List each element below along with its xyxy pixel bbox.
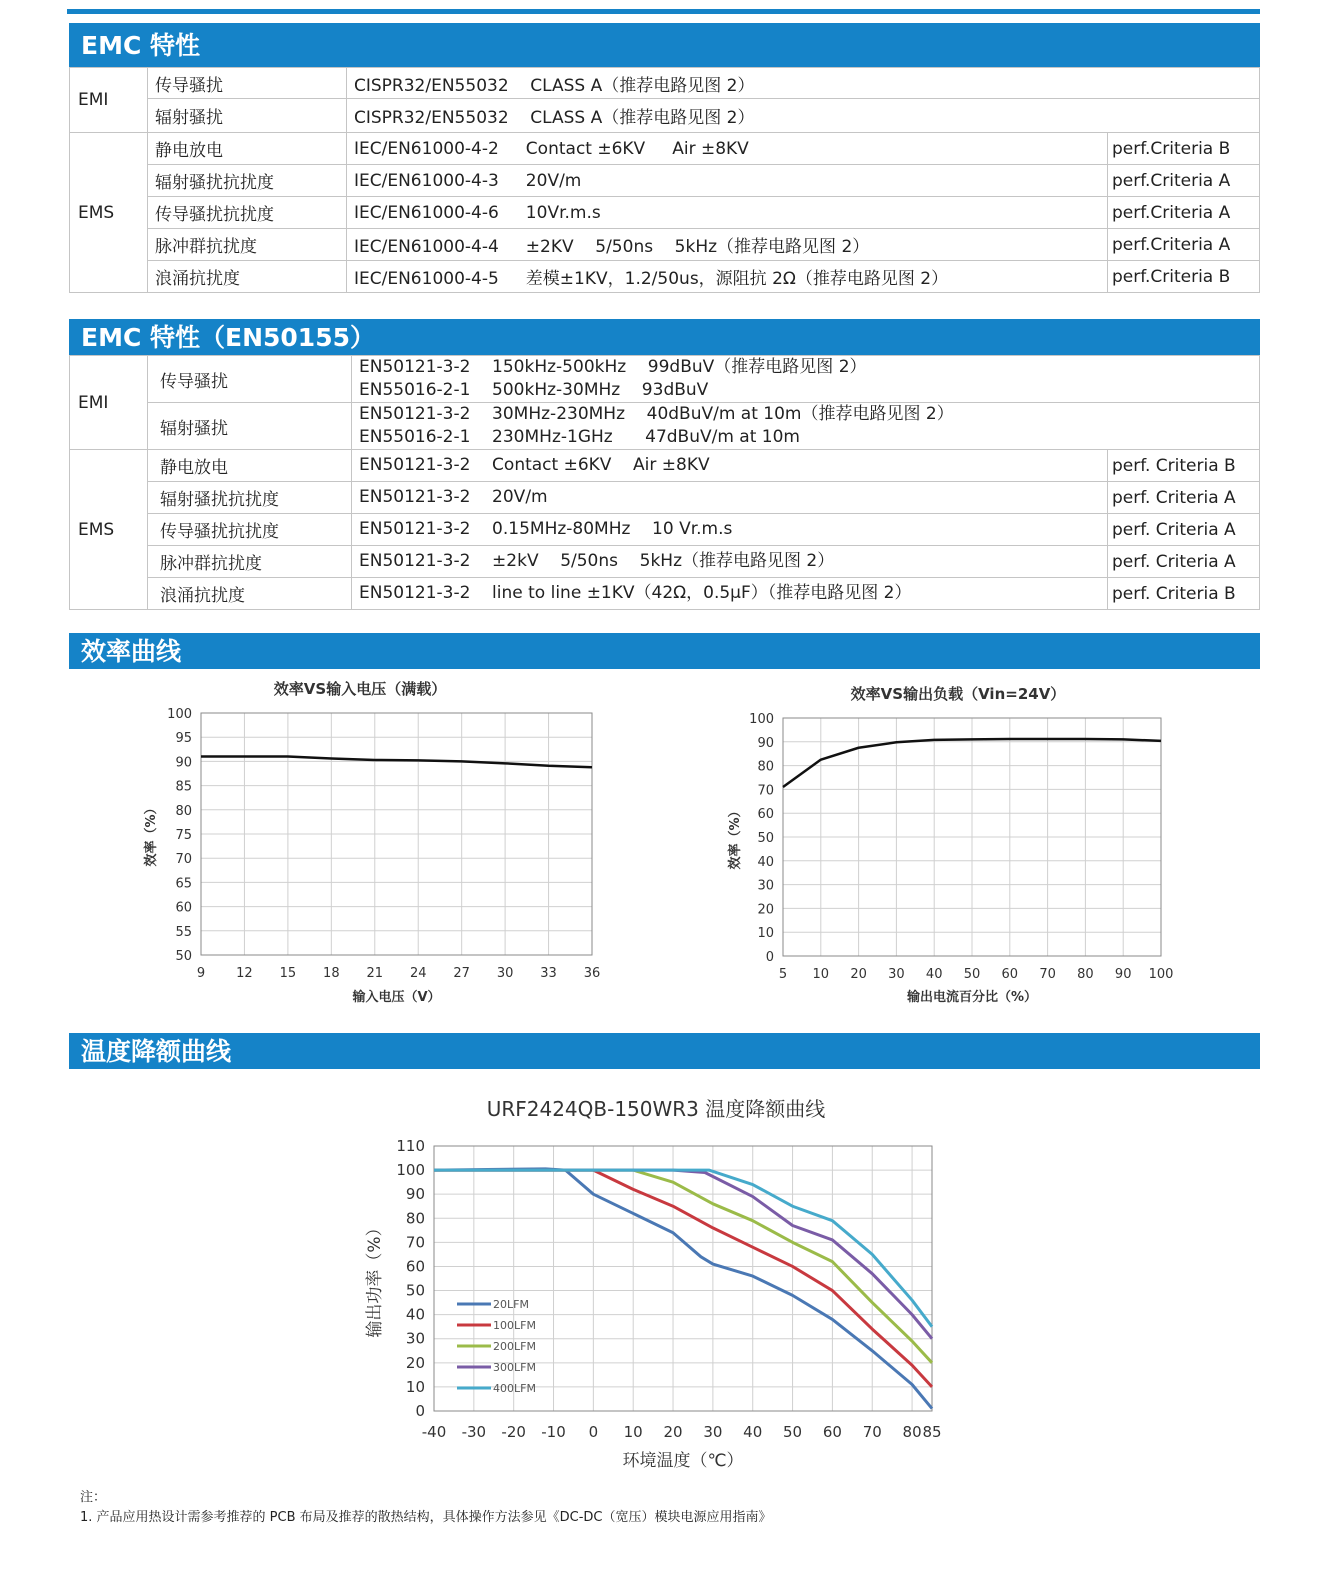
- item-label: 静电放电: [148, 450, 352, 482]
- item-label: 浪涌抗扰度: [148, 261, 347, 293]
- note-label: 注：: [80, 1490, 107, 1505]
- standard-text: IEC/EN61000-4-3 20V/m: [347, 165, 1108, 197]
- group-label: EMI: [70, 356, 148, 450]
- table-row: [70, 99, 1260, 133]
- y-tick-label: 10: [405, 1377, 425, 1396]
- x-tick-label: 18: [323, 966, 340, 981]
- y-tick-label: 30: [405, 1329, 425, 1348]
- y-tick-label: 60: [405, 1257, 425, 1276]
- section-header-derating: [69, 1033, 1260, 1069]
- y-tick-label: 40: [405, 1305, 425, 1324]
- standard-text: IEC/EN61000-4-6 10Vr.m.s: [347, 197, 1108, 229]
- x-tick-label: 0: [588, 1423, 599, 1441]
- table-row: [70, 197, 1260, 229]
- y-tick-label: 70: [405, 1233, 425, 1252]
- x-tick-label: 12: [236, 966, 253, 981]
- x-tick-label: 80: [1077, 967, 1094, 982]
- standard-text: EN50121-3-2 0.15MHz-80MHz 10 Vr.m.s: [352, 514, 1108, 546]
- y-tick-label: 100: [749, 712, 774, 727]
- temperature-derating-chart: [350, 1090, 970, 1480]
- section-title: 效率曲线: [81, 636, 182, 666]
- y-tick-label: 10: [757, 926, 774, 942]
- table-row: [70, 403, 1260, 450]
- criteria: perf. Criteria A: [1108, 546, 1260, 578]
- item-label: 辐射骚扰: [148, 403, 352, 450]
- x-tick-label: 40: [925, 967, 943, 982]
- top-rule: [67, 9, 1260, 14]
- standard-line: EN50121-3-2 30MHz-230MHz 40dBuV/m at 10m（推荐电路见图 2）: [359, 404, 954, 424]
- y-tick-label: 70: [757, 783, 774, 799]
- y-tick-label: 65: [175, 876, 192, 892]
- legend-label: 300LFM: [493, 1361, 536, 1374]
- x-tick-label: 50: [783, 1423, 803, 1441]
- x-tick-label: 60: [822, 1423, 842, 1441]
- table-row: [70, 133, 1260, 165]
- x-axis-label: 输入电压（V）: [352, 990, 441, 1005]
- x-tick-label: 40: [743, 1423, 763, 1441]
- section-title: EMC 特性（EN50155）: [81, 322, 375, 352]
- criteria: perf. Criteria A: [1108, 514, 1260, 546]
- x-tick-label: 10: [812, 967, 830, 982]
- standard-text: EN50121-3-2 Contact ±6KV Air ±8KV: [352, 450, 1108, 482]
- emc-en50155-table: [69, 355, 1260, 610]
- item-label: 辐射骚扰: [148, 99, 347, 133]
- x-axis-label: 环境温度（℃）: [622, 1451, 744, 1471]
- item-label: 脉冲群抗扰度: [148, 546, 352, 578]
- y-tick-label: 100: [167, 707, 192, 722]
- x-tick-label: 90: [1114, 967, 1132, 982]
- x-tick-label: 30: [888, 967, 905, 982]
- item-label: 传导骚扰: [148, 68, 347, 99]
- x-tick-label: 10: [623, 1423, 643, 1441]
- table-row: [70, 68, 1260, 99]
- section-header-efficiency: [69, 633, 1260, 669]
- criteria: perf.Criteria B: [1108, 261, 1260, 293]
- item-label: 辐射骚扰抗扰度: [148, 165, 347, 197]
- section-header-emc-en50155: [69, 319, 1260, 355]
- series-line-100LFM: [434, 1170, 932, 1387]
- y-tick-label: 0: [415, 1402, 425, 1420]
- x-tick-label: 80: [902, 1423, 922, 1441]
- y-tick-label: 90: [405, 1185, 425, 1204]
- criteria: perf.Criteria A: [1108, 197, 1260, 229]
- y-tick-label: 40: [757, 854, 774, 870]
- note-line: 1. 产品应用热设计需参考推荐的 PCB 布局及推荐的散热结构，具体操作方法参见《DC-DC（宽压）模块电源应用指南》: [80, 1510, 772, 1525]
- efficiency-vs-output-load-chart: [715, 680, 1195, 1015]
- criteria: perf. Criteria B: [1108, 578, 1260, 610]
- y-tick-label: 50: [405, 1281, 425, 1300]
- table-row: [70, 578, 1260, 610]
- y-tick-label: 100: [396, 1161, 425, 1180]
- item-label: 静电放电: [148, 133, 347, 165]
- item-label: 浪涌抗扰度: [148, 578, 352, 610]
- y-tick-label: 20: [405, 1353, 425, 1372]
- x-tick-label: -30: [461, 1423, 487, 1441]
- y-axis-label: 效率（%）: [144, 801, 159, 867]
- y-tick-label: 60: [757, 807, 774, 823]
- standard-text: IEC/EN61000-4-2 Contact ±6KV Air ±8KV: [347, 133, 1108, 165]
- legend-label: 200LFM: [493, 1340, 536, 1353]
- table-row: [70, 356, 1260, 403]
- y-tick-label: 95: [175, 731, 192, 747]
- x-tick-label: 21: [366, 966, 384, 981]
- criteria: perf.Criteria B: [1108, 133, 1260, 165]
- y-tick-label: 90: [757, 735, 774, 751]
- standard-text: IEC/EN61000-4-5 差模±1KV，1.2/50us，源阻抗 2Ω（推荐电路见图 2）: [347, 261, 1108, 293]
- x-tick-label: 36: [583, 966, 601, 981]
- x-tick-label: 60: [1001, 967, 1019, 982]
- y-tick-label: 55: [175, 924, 192, 940]
- y-tick-label: 20: [757, 902, 774, 918]
- y-tick-label: 90: [175, 755, 192, 771]
- y-tick-label: 60: [175, 900, 192, 916]
- section-header-emc: [69, 23, 1260, 67]
- x-tick-label: 50: [963, 967, 981, 982]
- group-label: EMS: [70, 133, 148, 293]
- y-tick-label: 85: [175, 779, 192, 795]
- standard-line: EN50121-3-2 150kHz-500kHz 99dBuV（推荐电路见图 2）: [359, 357, 867, 377]
- y-tick-label: 70: [175, 852, 192, 868]
- x-tick-label: -20: [501, 1423, 526, 1441]
- legend-label: 20LFM: [493, 1298, 529, 1311]
- y-axis-label: 输出功率（%）: [365, 1219, 385, 1338]
- x-tick-label: -10: [541, 1423, 566, 1441]
- standard-text: EN50121-3-2 ±2kV 5/50ns 5kHz（推荐电路见图 2）: [352, 546, 1108, 578]
- criteria: perf.Criteria A: [1108, 165, 1260, 197]
- group-label: EMS: [70, 450, 148, 610]
- y-tick-label: 75: [175, 828, 192, 843]
- standard-line: EN55016-2-1 500kHz-30MHz 93dBuV: [359, 380, 709, 400]
- chart-title: 效率VS输入电压（满载）: [273, 680, 447, 698]
- x-tick-label: 15: [279, 966, 297, 981]
- y-tick-label: 50: [175, 949, 192, 964]
- table-row: [70, 514, 1260, 546]
- standard-line: EN55016-2-1 230MHz-1GHz 47dBuV/m at 10m: [359, 427, 800, 447]
- standard-text: [352, 403, 1260, 450]
- standard-text: IEC/EN61000-4-4 ±2KV 5/50ns 5kHz（推荐电路见图 2）: [347, 229, 1108, 261]
- x-tick-label: 30: [496, 966, 514, 981]
- y-tick-label: 0: [765, 950, 774, 965]
- x-tick-label: 85: [922, 1423, 942, 1441]
- item-label: 传导骚扰抗扰度: [148, 514, 352, 546]
- y-tick-label: 80: [757, 759, 774, 775]
- standard-text: EN50121-3-2 line to line ±1KV（42Ω，0.5μF）（推荐电路见图 2）: [352, 578, 1108, 610]
- item-label: 传导骚扰抗扰度: [148, 197, 347, 229]
- y-tick-label: 80: [175, 803, 192, 819]
- criteria: perf. Criteria A: [1108, 482, 1260, 514]
- standard-text: CISPR32/EN55032 CLASS A（推荐电路见图 2）: [347, 99, 1260, 133]
- x-tick-label: 100: [1148, 967, 1174, 982]
- x-tick-label: 30: [703, 1423, 723, 1441]
- criteria: perf.Criteria A: [1108, 229, 1260, 261]
- legend-label: 400LFM: [493, 1382, 536, 1395]
- group-label: EMI: [70, 68, 148, 133]
- criteria: perf. Criteria B: [1108, 450, 1260, 482]
- x-tick-label: 33: [540, 966, 557, 981]
- x-tick-label: 70: [1039, 967, 1056, 982]
- item-label: 传导骚扰: [148, 356, 352, 403]
- x-axis-label: 输出电流百分比（%）: [906, 990, 1038, 1005]
- x-tick-label: 27: [453, 966, 470, 981]
- x-tick-label: 5: [778, 967, 788, 982]
- table-row: [70, 261, 1260, 293]
- section-title: EMC 特性: [81, 30, 201, 60]
- item-label: 脉冲群抗扰度: [148, 229, 347, 261]
- x-tick-label: 24: [409, 966, 427, 981]
- chart-title: URF2424QB-150WR3 温度降额曲线: [486, 1097, 826, 1121]
- y-tick-label: 50: [757, 831, 774, 846]
- table-row: [70, 450, 1260, 482]
- table-row: [70, 482, 1260, 514]
- x-tick-label: 20: [850, 967, 867, 982]
- table-row: [70, 546, 1260, 578]
- standard-text: CISPR32/EN55032 CLASS A（推荐电路见图 2）: [347, 68, 1260, 99]
- standard-text: [352, 356, 1260, 403]
- table-row: [70, 229, 1260, 261]
- x-tick-label: -40: [421, 1423, 447, 1441]
- emc-table: [69, 67, 1260, 293]
- x-tick-label: 20: [663, 1423, 683, 1441]
- item-label: 辐射骚扰抗扰度: [148, 482, 352, 514]
- efficiency-vs-input-voltage-chart: [130, 675, 630, 1015]
- section-title: 温度降额曲线: [81, 1036, 232, 1066]
- standard-text: EN50121-3-2 20V/m: [352, 482, 1108, 514]
- table-row: [70, 165, 1260, 197]
- y-tick-label: 30: [757, 878, 774, 894]
- chart-title: 效率VS输出负载（Vin=24V）: [850, 685, 1066, 703]
- y-tick-label: 80: [405, 1209, 425, 1228]
- y-tick-label: 110: [396, 1137, 425, 1155]
- x-tick-label: 9: [196, 966, 206, 981]
- x-tick-label: 70: [862, 1423, 882, 1441]
- legend-label: 100LFM: [493, 1319, 536, 1332]
- y-axis-label: 效率（%）: [728, 804, 743, 870]
